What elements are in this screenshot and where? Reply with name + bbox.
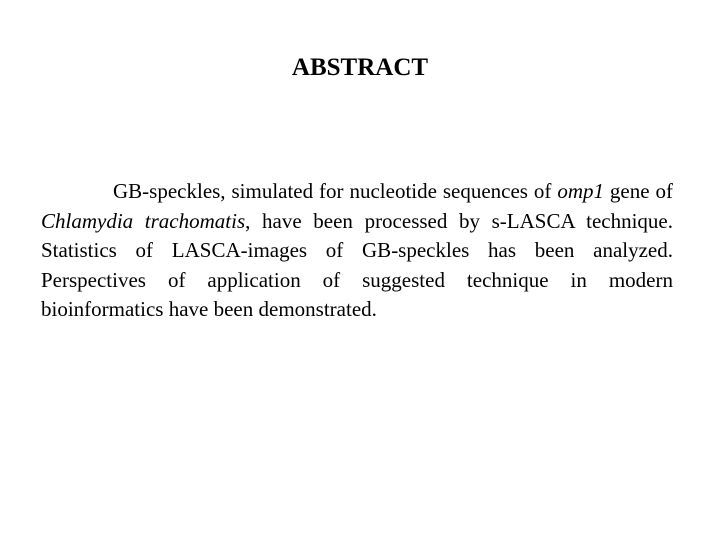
abstract-heading: ABSTRACT — [291, 54, 429, 81]
organism-name: Chlamydia trachomatis — [41, 208, 246, 233]
abstract-text-part3: , have been processed by s-LASCA technique. Statistics of LASCA-images of GB-speckles has been analyzed. Perspectives of application of suggested technique in modern bioinformatics have been demonstrated. — [41, 208, 673, 321]
gene-name: omp1 — [557, 179, 604, 203]
abstract-paragraph — [41, 177, 673, 325]
abstract-text-part2: gene of — [604, 179, 673, 203]
abstract-text-part1: GB-speckles, simulated for nucleotide sequences of — [113, 179, 558, 203]
